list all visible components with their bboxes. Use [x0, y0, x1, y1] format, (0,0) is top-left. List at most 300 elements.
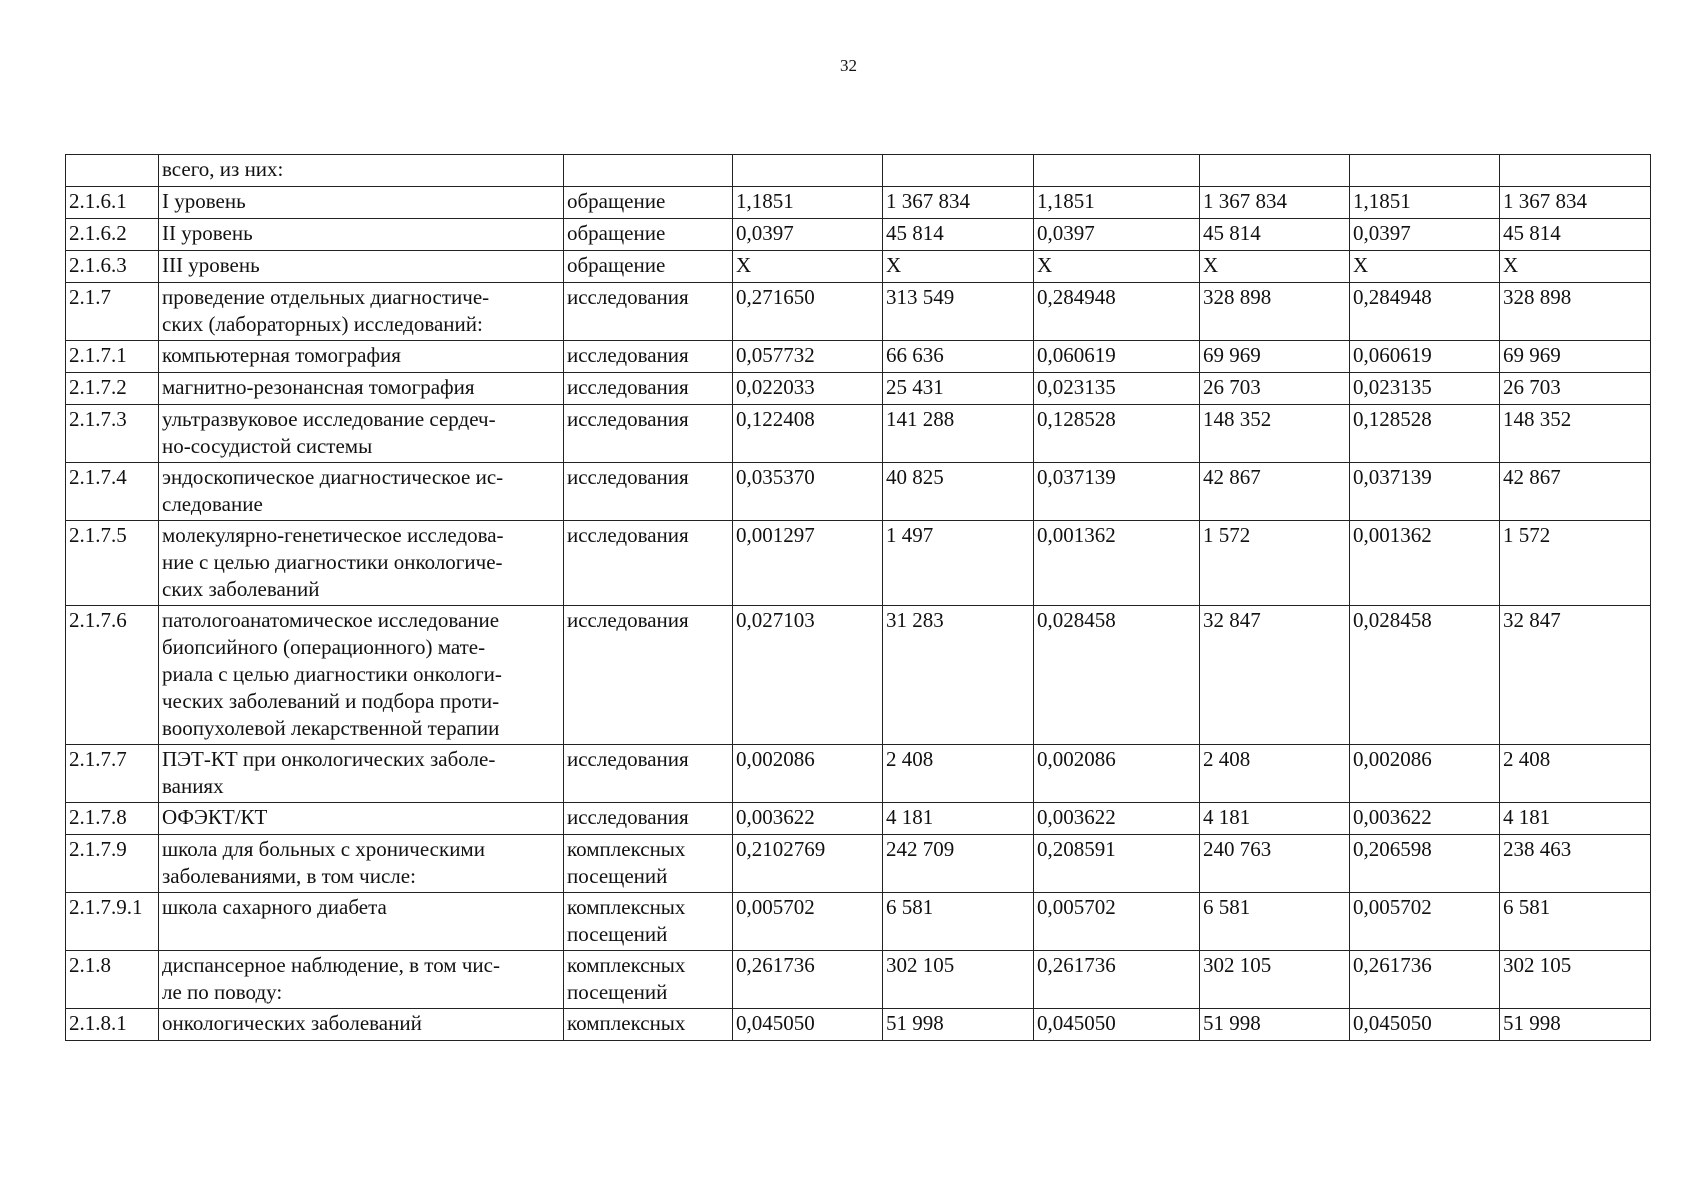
row-value-cell [1500, 219, 1651, 251]
row-value-cell [883, 187, 1034, 219]
row-value-cell [733, 745, 883, 803]
row-value-cell-text: Х [1203, 253, 1219, 277]
row-value-cell-text: 25 431 [886, 375, 944, 399]
row-value-cell [733, 606, 883, 745]
row-value-cell [1200, 251, 1350, 283]
row-value-cell-text: Х [1037, 253, 1053, 277]
row-value-cell-text: 26 703 [1203, 375, 1261, 399]
row-value-cell-text: 69 969 [1503, 343, 1561, 367]
row-name-cell-text: школа сахарного диабета [162, 895, 387, 919]
row-value-cell [1034, 893, 1200, 951]
row-value-cell-text: 0,037139 [1037, 465, 1116, 489]
row-value-cell-text: 0,057732 [736, 343, 815, 367]
row-value-cell-text: 0,028458 [1037, 608, 1116, 632]
row-value-cell-text: 0,005702 [736, 895, 815, 919]
table-row [66, 341, 1651, 373]
row-name-cell-text: компьютерная томография [162, 343, 401, 367]
row-unit-cell-text: исследования [567, 747, 689, 771]
row-value-cell [1350, 341, 1500, 373]
row-name-cell [159, 835, 564, 893]
row-number-cell-text: 2.1.7.4 [69, 465, 127, 489]
row-name-cell-text: II уровень [162, 221, 253, 245]
row-name-cell [159, 521, 564, 606]
row-value-cell-text: 1,1851 [736, 189, 794, 213]
row-number-cell [66, 1009, 159, 1041]
row-value-cell [883, 745, 1034, 803]
table-row [66, 219, 1651, 251]
row-value-cell [883, 283, 1034, 341]
row-value-cell [883, 463, 1034, 521]
row-value-cell-text: 0,022033 [736, 375, 815, 399]
row-name-cell [159, 803, 564, 835]
row-number-cell [66, 803, 159, 835]
row-value-cell-text: 0,060619 [1353, 343, 1432, 367]
row-name-cell-text: диспансерное наблюдение, в том чис- ле по поводу: [162, 953, 500, 1004]
row-unit-cell [564, 341, 733, 373]
row-number-cell-text: 2.1.7 [69, 285, 111, 309]
row-value-cell [1350, 521, 1500, 606]
row-number-cell [66, 463, 159, 521]
row-value-cell [1500, 341, 1651, 373]
row-value-cell-text: 0,023135 [1353, 375, 1432, 399]
row-value-cell-text: 1,1851 [1353, 189, 1411, 213]
row-value-cell [1500, 606, 1651, 745]
row-value-cell [1350, 405, 1500, 463]
row-name-cell-text: III уровень [162, 253, 260, 277]
row-unit-cell [564, 219, 733, 251]
row-unit-cell [564, 373, 733, 405]
row-value-cell-text: 302 105 [886, 953, 955, 977]
row-value-cell [883, 606, 1034, 745]
row-value-cell [733, 951, 883, 1009]
row-number-cell [66, 893, 159, 951]
row-number-cell [66, 283, 159, 341]
row-unit-cell [564, 283, 733, 341]
row-value-cell [1350, 187, 1500, 219]
row-value-cell-text: 313 549 [886, 285, 955, 309]
row-value-cell [733, 893, 883, 951]
row-value-cell-text: 40 825 [886, 465, 944, 489]
row-value-cell-text: 240 763 [1203, 837, 1272, 861]
row-name-cell [159, 1009, 564, 1041]
row-name-cell [159, 405, 564, 463]
row-value-cell-text: 0,027103 [736, 608, 815, 632]
row-value-cell-text: 0,271650 [736, 285, 815, 309]
row-unit-cell [564, 835, 733, 893]
row-value-cell [1034, 373, 1200, 405]
row-value-cell [883, 405, 1034, 463]
row-value-cell [733, 1009, 883, 1041]
row-name-cell-text: ОФЭКТ/КТ [162, 805, 268, 829]
row-unit-cell [564, 606, 733, 745]
row-value-cell-text: 51 998 [1503, 1011, 1561, 1035]
row-value-cell-text: 0,122408 [736, 407, 815, 431]
row-number-cell-text: 2.1.7.8 [69, 805, 127, 829]
row-value-cell-text: 0,028458 [1353, 608, 1432, 632]
row-value-cell [1200, 341, 1350, 373]
row-value-cell-text: 0,0397 [736, 221, 794, 245]
row-value-cell [733, 803, 883, 835]
row-value-cell [883, 155, 1034, 187]
row-name-cell-text: молекулярно-генетическое исследова- ние с целью диагностики онкологиче- ских заболеваний [162, 523, 504, 601]
row-value-cell-text: 31 283 [886, 608, 944, 632]
row-value-cell [1500, 187, 1651, 219]
row-value-cell-text: 0,206598 [1353, 837, 1432, 861]
row-value-cell [733, 373, 883, 405]
row-name-cell [159, 283, 564, 341]
row-value-cell-text: 0,001362 [1037, 523, 1116, 547]
row-value-cell [1350, 951, 1500, 1009]
data-table [65, 154, 1651, 1041]
row-value-cell-text: 238 463 [1503, 837, 1572, 861]
row-value-cell-text: 0,0397 [1037, 221, 1095, 245]
row-value-cell [1200, 745, 1350, 803]
row-value-cell-text: 0,003622 [736, 805, 815, 829]
row-value-cell-text: 0,045050 [1037, 1011, 1116, 1035]
row-value-cell [1200, 283, 1350, 341]
row-value-cell-text: 4 181 [886, 805, 934, 829]
row-value-cell [1500, 155, 1651, 187]
table-row [66, 803, 1651, 835]
row-number-cell [66, 341, 159, 373]
row-value-cell [1200, 606, 1350, 745]
row-value-cell [733, 251, 883, 283]
row-value-cell-text: 6 581 [1203, 895, 1251, 919]
row-value-cell [1034, 835, 1200, 893]
row-value-cell [883, 1009, 1034, 1041]
row-value-cell-text: 51 998 [886, 1011, 944, 1035]
row-value-cell [1200, 463, 1350, 521]
row-value-cell-text: 6 581 [1503, 895, 1551, 919]
row-value-cell-text: 0,002086 [1353, 747, 1432, 771]
row-name-cell-text: проведение отдельных диагностиче- ских (лабораторных) исследований: [162, 285, 490, 336]
row-unit-cell-text: обращение [567, 253, 666, 277]
row-name-cell [159, 606, 564, 745]
row-number-cell [66, 405, 159, 463]
row-value-cell-text: 0,003622 [1353, 805, 1432, 829]
row-unit-cell-text: комплексных [567, 1011, 686, 1035]
row-value-cell [733, 283, 883, 341]
row-value-cell [1500, 373, 1651, 405]
row-name-cell-text: I уровень [162, 189, 246, 213]
row-value-cell [1200, 803, 1350, 835]
row-value-cell-text: Х [1503, 253, 1519, 277]
row-value-cell [1350, 1009, 1500, 1041]
row-value-cell-text: 4 181 [1503, 805, 1551, 829]
row-value-cell [1350, 893, 1500, 951]
row-value-cell [1500, 835, 1651, 893]
row-name-cell-text: эндоскопическое диагностическое ис- следование [162, 465, 504, 516]
row-value-cell [1034, 745, 1200, 803]
table-row [66, 745, 1651, 803]
row-value-cell-text: 0,045050 [1353, 1011, 1432, 1035]
row-value-cell-text: 0,0397 [1353, 221, 1411, 245]
table-row [66, 1009, 1651, 1041]
row-number-cell-text: 2.1.6.2 [69, 221, 127, 245]
row-number-cell [66, 951, 159, 1009]
row-value-cell [1200, 219, 1350, 251]
row-value-cell-text: 0,035370 [736, 465, 815, 489]
row-value-cell-text: 6 581 [886, 895, 934, 919]
row-number-cell [66, 521, 159, 606]
row-unit-cell [564, 405, 733, 463]
row-value-cell-text: 69 969 [1203, 343, 1261, 367]
row-value-cell [733, 187, 883, 219]
row-value-cell [1200, 521, 1350, 606]
row-value-cell-text: 1 572 [1503, 523, 1551, 547]
row-number-cell-text: 2.1.6.1 [69, 189, 127, 213]
row-unit-cell-text: обращение [567, 189, 666, 213]
row-value-cell [1034, 155, 1200, 187]
row-number-cell-text: 2.1.6.3 [69, 253, 127, 277]
table-row [66, 521, 1651, 606]
row-value-cell [1500, 463, 1651, 521]
row-value-cell [733, 463, 883, 521]
row-value-cell-text: 0,284948 [1037, 285, 1116, 309]
table-row [66, 187, 1651, 219]
row-value-cell [1200, 405, 1350, 463]
row-unit-cell [564, 803, 733, 835]
row-value-cell [733, 341, 883, 373]
row-unit-cell-text: комплексных посещений [567, 953, 686, 1004]
row-value-cell [1350, 745, 1500, 803]
row-value-cell-text: 1 367 834 [886, 189, 970, 213]
row-unit-cell [564, 1009, 733, 1041]
row-value-cell-text: Х [736, 253, 752, 277]
row-value-cell [1500, 521, 1651, 606]
row-name-cell-text: школа для больных с хроническими заболеваниями, в том числе: [162, 837, 485, 888]
row-value-cell-text: 302 105 [1503, 953, 1572, 977]
row-value-cell [1500, 893, 1651, 951]
row-value-cell-text: 45 814 [1203, 221, 1261, 245]
row-name-cell-text: ПЭТ-КТ при онкологических заболе- ваниях [162, 747, 496, 798]
row-value-cell-text: 0,023135 [1037, 375, 1116, 399]
row-value-cell-text: 0,005702 [1353, 895, 1432, 919]
row-value-cell [1034, 521, 1200, 606]
table-row [66, 405, 1651, 463]
row-value-cell [883, 219, 1034, 251]
row-unit-cell-text: комплексных посещений [567, 837, 686, 888]
row-name-cell [159, 219, 564, 251]
row-value-cell-text: 42 867 [1203, 465, 1261, 489]
row-unit-cell [564, 893, 733, 951]
row-name-cell-text: онкологических заболеваний [162, 1011, 422, 1035]
row-number-cell-text: 2.1.7.2 [69, 375, 127, 399]
row-value-cell-text: 0,261736 [736, 953, 815, 977]
row-unit-cell [564, 251, 733, 283]
row-value-cell [883, 521, 1034, 606]
row-value-cell [1350, 835, 1500, 893]
row-value-cell-text: 328 898 [1503, 285, 1572, 309]
row-value-cell-text: 0,261736 [1037, 953, 1116, 977]
row-number-cell [66, 835, 159, 893]
table-row [66, 155, 1651, 187]
row-value-cell-text: 148 352 [1503, 407, 1572, 431]
table-row [66, 835, 1651, 893]
row-value-cell [733, 155, 883, 187]
row-name-cell [159, 251, 564, 283]
row-value-cell [883, 835, 1034, 893]
row-value-cell-text: Х [1353, 253, 1369, 277]
table-body [66, 155, 1651, 1041]
row-value-cell [1034, 463, 1200, 521]
row-value-cell-text: 45 814 [886, 221, 944, 245]
row-value-cell [1500, 745, 1651, 803]
row-value-cell [733, 405, 883, 463]
row-number-cell-text: 2.1.7.1 [69, 343, 127, 367]
row-value-cell [883, 893, 1034, 951]
row-value-cell-text: 148 352 [1203, 407, 1272, 431]
row-value-cell-text: 1,1851 [1037, 189, 1095, 213]
row-value-cell-text: Х [886, 253, 902, 277]
row-value-cell-text: 1 572 [1203, 523, 1251, 547]
row-value-cell [1034, 803, 1200, 835]
row-value-cell [883, 341, 1034, 373]
row-value-cell-text: 0,002086 [736, 747, 815, 771]
table-row [66, 463, 1651, 521]
row-value-cell-text: 0,060619 [1037, 343, 1116, 367]
row-unit-cell-text: исследования [567, 465, 689, 489]
row-value-cell-text: 302 105 [1203, 953, 1272, 977]
row-unit-cell-text: обращение [567, 221, 666, 245]
row-unit-cell-text: исследования [567, 375, 689, 399]
row-value-cell [1350, 219, 1500, 251]
table-row [66, 251, 1651, 283]
table-row [66, 283, 1651, 341]
row-name-cell [159, 893, 564, 951]
row-number-cell [66, 251, 159, 283]
row-unit-cell [564, 155, 733, 187]
table-row [66, 373, 1651, 405]
row-value-cell [733, 521, 883, 606]
row-value-cell-text: 2 408 [1503, 747, 1551, 771]
row-value-cell [1200, 373, 1350, 405]
row-value-cell-text: 32 847 [1503, 608, 1561, 632]
row-value-cell [1034, 219, 1200, 251]
row-value-cell-text: 2 408 [1203, 747, 1251, 771]
row-name-cell [159, 463, 564, 521]
row-value-cell [1200, 155, 1350, 187]
row-value-cell [1350, 803, 1500, 835]
row-name-cell-text: магнитно-резонансная томография [162, 375, 475, 399]
row-value-cell [883, 251, 1034, 283]
row-value-cell [1034, 1009, 1200, 1041]
row-name-cell [159, 341, 564, 373]
row-number-cell-text: 2.1.7.5 [69, 523, 127, 547]
row-value-cell-text: 0,128528 [1037, 407, 1116, 431]
row-value-cell [1200, 187, 1350, 219]
row-number-cell-text: 2.1.7.7 [69, 747, 127, 771]
row-value-cell-text: 328 898 [1203, 285, 1272, 309]
row-name-cell [159, 951, 564, 1009]
row-unit-cell [564, 745, 733, 803]
row-name-cell-text: ультразвуковое исследование сердеч- но-сосудистой системы [162, 407, 496, 458]
row-value-cell [1034, 606, 1200, 745]
row-value-cell-text: 1 367 834 [1203, 189, 1287, 213]
row-number-cell [66, 745, 159, 803]
row-value-cell [1350, 463, 1500, 521]
row-unit-cell-text: исследования [567, 407, 689, 431]
row-value-cell [1034, 283, 1200, 341]
row-number-cell-text: 2.1.7.9.1 [69, 895, 143, 919]
row-value-cell [1500, 251, 1651, 283]
row-number-cell [66, 219, 159, 251]
row-unit-cell-text: исследования [567, 285, 689, 309]
row-value-cell-text: 42 867 [1503, 465, 1561, 489]
row-unit-cell-text: исследования [567, 343, 689, 367]
row-unit-cell-text: исследования [567, 805, 689, 829]
row-number-cell-text: 2.1.8.1 [69, 1011, 127, 1035]
row-unit-cell [564, 521, 733, 606]
row-value-cell-text: 32 847 [1203, 608, 1261, 632]
row-name-cell [159, 187, 564, 219]
row-value-cell [1500, 405, 1651, 463]
row-value-cell-text: 2 408 [886, 747, 934, 771]
row-value-cell-text: 51 998 [1203, 1011, 1261, 1035]
row-value-cell-text: 0,128528 [1353, 407, 1432, 431]
row-value-cell [1350, 155, 1500, 187]
row-value-cell [1200, 1009, 1350, 1041]
row-number-cell-text: 2.1.8 [69, 953, 111, 977]
row-name-cell-text: всего, из них: [162, 157, 284, 181]
row-value-cell [1034, 405, 1200, 463]
row-value-cell-text: 66 636 [886, 343, 944, 367]
row-name-cell-text: патологоанатомическое исследование биопсийного (операционного) мате- риала с целью диагностики онкологи- ческих заболеваний и подбора проти- воопухолевой лекарственной терапии [162, 608, 502, 740]
row-value-cell [883, 951, 1034, 1009]
row-unit-cell [564, 187, 733, 219]
row-value-cell [733, 219, 883, 251]
row-value-cell-text: 1 497 [886, 523, 934, 547]
row-value-cell-text: 1 367 834 [1503, 189, 1587, 213]
row-value-cell-text: 0,003622 [1037, 805, 1116, 829]
row-value-cell-text: 0,002086 [1037, 747, 1116, 771]
row-value-cell [1200, 835, 1350, 893]
row-value-cell [1350, 251, 1500, 283]
row-unit-cell [564, 463, 733, 521]
row-value-cell-text: 0,261736 [1353, 953, 1432, 977]
row-value-cell-text: 0,208591 [1037, 837, 1116, 861]
row-value-cell-text: 45 814 [1503, 221, 1561, 245]
row-unit-cell-text: исследования [567, 523, 689, 547]
row-value-cell [733, 835, 883, 893]
row-value-cell [1500, 951, 1651, 1009]
row-name-cell [159, 745, 564, 803]
table-row [66, 606, 1651, 745]
row-value-cell [883, 373, 1034, 405]
row-value-cell-text: 26 703 [1503, 375, 1561, 399]
row-value-cell [1500, 1009, 1651, 1041]
row-value-cell-text: 4 181 [1203, 805, 1251, 829]
row-number-cell [66, 187, 159, 219]
row-value-cell-text: 0,037139 [1353, 465, 1432, 489]
row-number-cell-text: 2.1.7.3 [69, 407, 127, 431]
row-value-cell [883, 803, 1034, 835]
row-value-cell [1500, 283, 1651, 341]
row-unit-cell-text: комплексных посещений [567, 895, 686, 946]
row-value-cell-text: 141 288 [886, 407, 955, 431]
row-value-cell [1200, 951, 1350, 1009]
row-unit-cell-text: исследования [567, 608, 689, 632]
row-value-cell [1034, 951, 1200, 1009]
row-name-cell [159, 155, 564, 187]
row-number-cell [66, 155, 159, 187]
row-value-cell-text: 0,005702 [1037, 895, 1116, 919]
row-number-cell-text: 2.1.7.6 [69, 608, 127, 632]
row-value-cell [1034, 341, 1200, 373]
row-value-cell [1350, 606, 1500, 745]
row-number-cell [66, 373, 159, 405]
row-value-cell-text: 0,045050 [736, 1011, 815, 1035]
